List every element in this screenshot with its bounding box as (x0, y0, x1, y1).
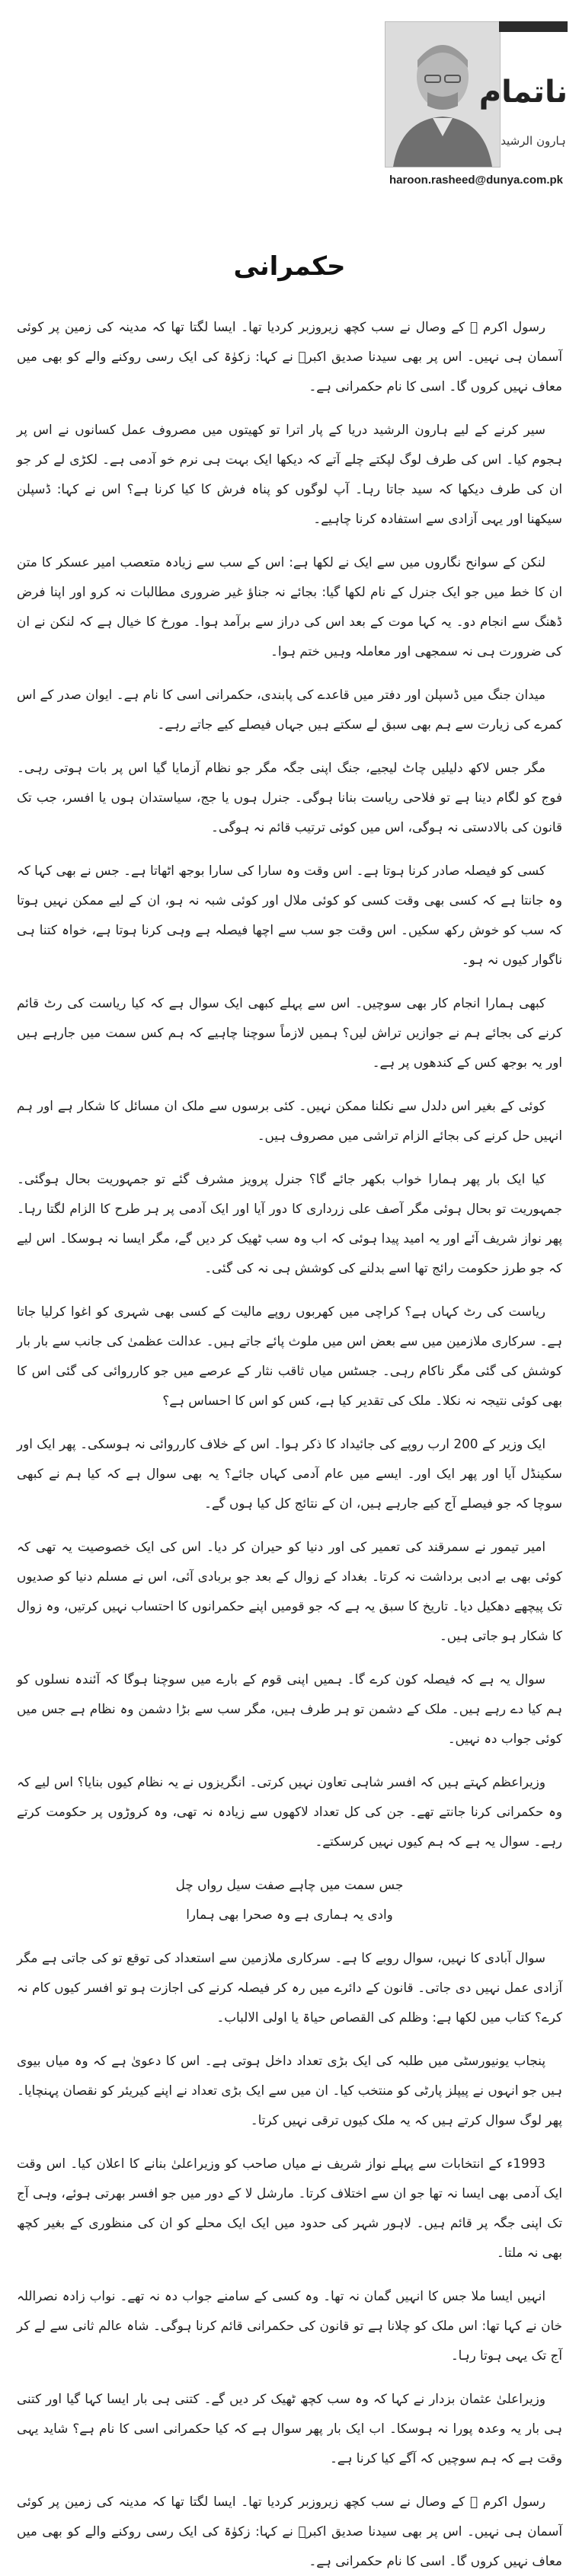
paragraph: سیر کرنے کے لیے ہارون الرشید دریا کے پار اترا تو کھیتوں میں مصروف عمل کسانوں نے اس پر ہجوم کیا۔ اس کی طرف لوگ لپکتے چلے آتے کہ دیکھا ایک بہت ہی نرم خو آدمی ہے۔ لکڑی لے کر جو ان کی طرف دیکھا کہ سید جاتا رہا۔ آپ لوگوں کو پناہ فرش کا کیا کرنا ہے؟ اس نے کہا: ڈسپلن سیکھنا اور یہی آزادی سے استفادہ کرنا چاہیے۔ (17, 422, 562, 526)
author-email[interactable]: haroon.rasheed@dunya.com.pk (389, 174, 563, 187)
paragraph: میدان جنگ میں ڈسپلن اور دفتر میں قاعدے کی پابندی، حکمرانی اسی کا نام ہے۔ ایوان صدر کے اس کمرے کی زیارت سے ہم بھی سبق لے سکتے ہیں جہاں فیصلے کیے جاتے رہے۔ (17, 687, 562, 732)
article-title: حکمرانی (233, 251, 346, 282)
column-header (0, 14, 579, 242)
paragraph: ریاست کی رٹ کہاں ہے؟ کراچی میں کھربوں روپے مالیت کے کسی بھی شہری کو اغوا کرلیا جاتا ہے۔ سرکاری ملازمین میں سے بعض اس میں ملوث پائے جاتے ہیں۔ عدالت عظمیٰ کی جانب سے بار بار کوشش کی گئی مگر ناکام رہی۔ جسٹس میاں ثاقب نثار کے عرصے میں جو کارروائی کی گئی اس کا بھی کوئی نتیجہ نہ نکلا۔ ملک کی تقدیر کیا ہے، کس کو اس کا احساس ہے؟ (17, 1304, 562, 1408)
paragraph: کیا ایک بار پھر ہمارا خواب بکھر جائے گا؟ جنرل پرویز مشرف گئے تو جمہوریت بحال ہوگئی۔ جمہوریت تو بحال ہوئی مگر آصف علی زرداری کا دور آیا اور ایک آدمی پر ہر طرح کا الزام لگتا رہا۔ پھر نواز شریف آئے اور یہ امید پیدا ہوئی کہ اب وہ سب ٹھیک کر دیں گے، مگر ایسا نہ ہوسکا۔ اس لیے کہ جو طرز حکومت رائج تھا اسے بدلنے کی کوشش ہی نہ کی گئی۔ (17, 1171, 562, 1275)
verse-line: جس سمت میں چاہے صفت سیل رواں چل (175, 1877, 404, 1892)
paragraph: انہیں ایسا ملا جس کا انہیں گمان نہ تھا۔ وہ کسی کے سامنے جواب دہ نہ تھے۔ نواب زادہ نصراللہ خان نے کہا تھا: اس ملک کو چلانا ہے تو قانون کی حکمرانی قائم کرنا ہوگی۔ شاہ عالم ثانی سے لے کر آج تک یہی ہوتا رہا۔ (17, 2288, 562, 2363)
paragraph: مگر جس لاکھ دلیلیں چاٹ لیجیے، جنگ اپنی جگہ مگر جو نظام آزمایا گیا اس پر بات ہوتی رہی۔ فوج کو لگام دینا ہے تو فلاحی ریاست بنانا ہوگی۔ جنرل ہوں یا جج، سیاستدان ہوں یا افسر، جب تک قانون کی بالادستی نہ ہوگی، اس میں کوئی ترتیب قائم نہ ہوگی۔ (17, 760, 562, 835)
paragraph: کوئی کے بغیر اس دلدل سے نکلنا ممکن نہیں۔ کئی برسوں سے ملک ان مسائل کا شکار ہے اور ہم انہیں حل کرنے کی بجائے الزام تراشی میں مصروف ہیں۔ (17, 1098, 562, 1143)
verse-line: وادی یہ ہماری ہے وہ صحرا بھی ہمارا (186, 1907, 393, 1922)
paragraph: سوال یہ ہے کہ فیصلہ کون کرے گا۔ ہمیں اپنی قوم کے بارے میں سوچنا ہوگا کہ آئندہ نسلوں کو ہم کیا دے رہے ہیں۔ ملک کے دشمن تو ہر طرف ہیں، مگر سب سے بڑا دشمن وہ نظام ہے جس میں کوئی جواب دہ نہیں۔ (17, 1671, 562, 1746)
paragraph: کسی کو فیصلہ صادر کرنا ہوتا ہے۔ اس وقت وہ سارا کی سارا بوجھ اٹھاتا ہے۔ جس نے بھی کہا کہ وہ جانتا ہے کہ کسی بھی وقت کسی کو کوئی ملال اور کوئی شبہ نہ ہو، ان کے لیے ممکن نہیں ہوتا کہ سب کو خوش رکھ سکیں۔ اس وقت جو سب سے اچھا فیصلہ ہے وہی کرنا ہوتا ہے، خواہ کتنا ہی ناگوار کیوں نہ ہو۔ (17, 863, 562, 967)
paragraph: امیر تیمور نے سمرقند کی تعمیر کی اور دنیا کو حیران کر دیا۔ اس کی ایک خصوصیت یہ تھی کہ کوئی بھی بے ادبی برداشت نہ کرتا۔ بغداد کے زوال کے بعد جو بربادی آئی، اس نے مسلم دنیا کو صدیوں تک پیچھے دھکیل دیا۔ تاریخ کا سبق یہ ہے کہ جو قومیں اپنے حکمرانوں کا احتساب نہیں کرتیں، وہ زوال کا شکار ہو جاتی ہیں۔ (17, 1539, 562, 1643)
paragraph: پنجاب یونیورسٹی میں طلبہ کی ایک بڑی تعداد داخل ہوتی ہے۔ اس کا دعویٰ ہے کہ وہ میاں بیوی ہیں جو انہوں نے پیپلز پارٹی کو منتخب کیا۔ ان میں سے ایک بڑی تعداد نے اپنے کیریئر کو نقصان پہنچایا۔ پھر لوگ سوال کرتے ہیں کہ یہ ملک کیوں ترقی نہیں کرتا۔ (17, 2053, 562, 2128)
byline-block (385, 21, 568, 227)
column-name: ناتمام (478, 75, 568, 110)
paragraph: رسول اکرم ﷺ کے وصال نے سب کچھ زیروزبر کردیا تھا۔ ایسا لگتا تھا کہ مدینہ کی زمین پر کوئی آسمان ہی نہیں۔ اس پر بھی سیدنا صدیق اکبرؓ نے کہا: زکوٰۃ کی ایک رسی روکنے والے کو بھی میں معاف نہیں کروں گا۔ اسی کا نام حکمرانی ہے۔ (17, 2494, 562, 2568)
paragraph: رسول اکرم ﷺ کے وصال نے سب کچھ زیروزبر کردیا تھا۔ ایسا لگتا تھا کہ مدینہ کی زمین پر کوئی آسمان ہی نہیں۔ اس پر بھی سیدنا صدیق اکبرؓ نے کہا: زکوٰۃ کی ایک رسی روکنے والے کو بھی میں معاف نہیں کروں گا۔ اسی کا نام حکمرانی ہے۔ (17, 319, 562, 394)
brand-bar (499, 21, 568, 32)
verse-couplet (17, 1870, 562, 1930)
paragraph: 1993ء کے انتخابات سے پہلے نواز شریف نے میاں صاحب کو وزیراعلیٰ بنانے کا اعلان کیا۔ اس وقت ایک آدمی بھی ایسا نہ تھا جو ان سے اختلاف کرتا۔ مارشل لا کے دور میں جو افسر بھرتی ہوئے، وہی آج تک اپنی جگہ پر قائم ہیں۔ لاہور شہر کی حدود میں ایک ایک محلے کو ان کی منظوری کے بغیر کچھ بھی نہ ملتا۔ (17, 2156, 562, 2260)
paragraph: ایک وزیر کے 200 ارب روپے کی جائیداد کا ذکر ہوا۔ اس کے خلاف کارروائی نہ ہوسکی۔ پھر ایک اور سکینڈل آیا اور پھر ایک اور۔ ایسے میں عام آدمی کہاں جائے؟ یہ بھی سوال ہے کہ کیا ہم نے کبھی سوچا کہ جو فیصلے آج کیے جارہے ہیں، ان کے نتائج کل کیا ہوں گے۔ (17, 1436, 562, 1511)
paragraph: لنکن کے سوانح نگاروں میں سے ایک نے لکھا ہے: اس کے سب سے زیادہ متعصب امیر عسکر کا متن ان کا خط میں جو ایک جنرل کے نام لکھا گیا: بجائے نہ جناؤ غیر ضروری مطالبات نہ کرو اور اپنا فرض ڈھنگ سے انجام دو۔ یہ کہا موت کے بعد اس کی دراز سے برآمد ہوا۔ مورخ کا خیال ہے کہ لنکن نے ان کی ضرورت ہی نہ سمجھی اور معاملہ وہیں ختم ہوا۔ (17, 554, 562, 659)
author-name: ہارون الرشید (501, 134, 566, 148)
paragraph: وزیراعلیٰ عثمان بزدار نے کہا کہ وہ سب کچھ ٹھیک کر دیں گے۔ کتنی ہی بار ایسا کہا گیا اور کتنی ہی بار یہ وعدہ پورا نہ ہوسکا۔ اب ایک بار پھر سوال ہے کہ کیا حکمرانی اسی کا نام ہے؟ شاید یہی وقت ہے کہ ہم سوچیں کہ آگے کیا کرنا ہے۔ (17, 2391, 562, 2466)
column-brand (478, 21, 568, 166)
paragraph: کبھی ہمارا انجام کار بھی سوچیں۔ اس سے پہلے کبھی ایک سوال ہے کہ کیا ریاست کی رٹ قائم کرنے کی بجائے ہم نے جوازیں تراش لیں؟ ہمیں لازماً سوچنا چاہیے کہ ہم کس سمت میں جارہے ہیں اور یہ بوجھ کس کے کندھوں پر ہے۔ (17, 995, 562, 1070)
article-body (17, 312, 562, 2568)
paragraph: سوال آبادی کا نہیں، سوال رویے کا ہے۔ سرکاری ملازمین سے استعداد کی توقع تو کی جاتی ہے مگر آزادی عمل نہیں دی جاتی۔ قانون کے دائرے میں رہ کر فیصلہ کرنے کی اجازت ہو تو افسر کیوں کام نہ کرے؟ کتاب میں لکھا ہے: وظلم کی القصاص حیاۃ یا اولی الالباب۔ (17, 1950, 562, 2025)
paragraph: وزیراعظم کہتے ہیں کہ افسر شاہی تعاون نہیں کرتی۔ انگریزوں نے یہ نظام کیوں بنایا؟ اس لیے کہ وہ حکمرانی کرنا جانتے تھے۔ جن کی کل تعداد لاکھوں سے زیادہ نہ تھی، وہ کروڑوں پر حکومت کرتے رہے۔ سوال یہ ہے کہ ہم کیوں نہیں کرسکتے۔ (17, 1774, 562, 1849)
